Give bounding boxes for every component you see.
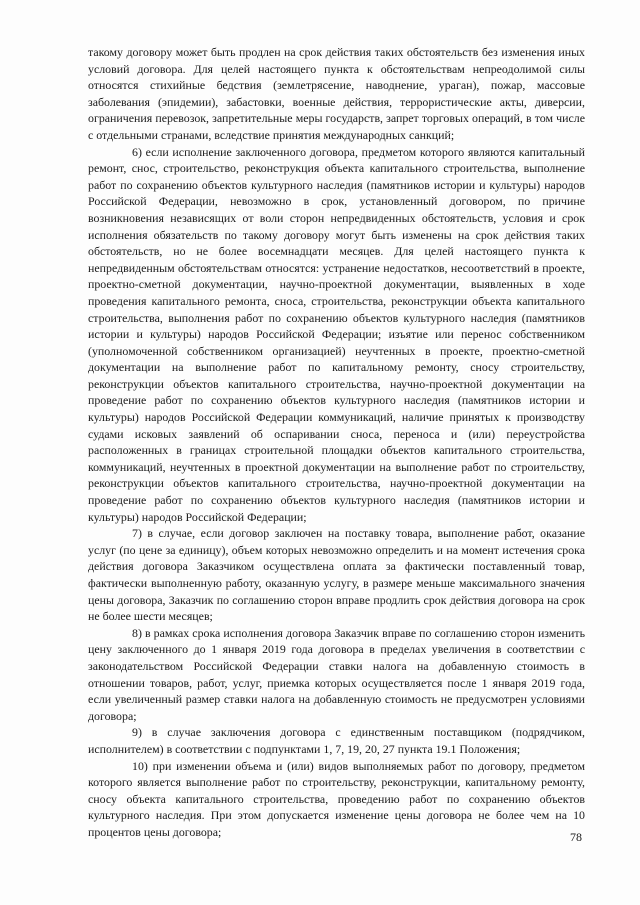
body-text (88, 44, 585, 841)
paragraph-continuation: такому договору может быть продлен на срок действия таких обстоятельств без изменения иных условий договора. Для целей настоящего пункта к обстоятельствам непреодолимой силы относятся стихийные бедствия (землетрясение, наводнение, ураган), пожар, массовые заболевания (эпидемии), забастовки, военные действия, террористические акты, диверсии, ограничения перевозок, запретительные меры государств, запрет торговых операций, в том числе с отдельными странами, вследствие принятия международных санкций; (88, 45, 585, 142)
page-number: 78 (570, 830, 582, 844)
paragraph-item-8: 8) в рамках срока исполнения договора Заказчик вправе по соглашению сторон изменить цену заключенного до 1 января 2019 года договора в пределах увеличения в соответствии с законодательством Российской Федерации ставки налога на добавленную стоимость в отношении товаров, работ, услуг, приемка которых осуществляется после 1 января 2019 года, если увеличенный размер ставки налога на добавленную стоимость не предусмотрен условиями договора; (88, 625, 585, 723)
paragraph-item-7: 7) в случае, если договор заключен на поставку товара, выполнение работ, оказание услуг (по цене за единицу), объем которых невозможно определить и на момент истечения срока действия договора Заказчиком осуществлена оплата за фактически поставленный товар, фактически выполненную работу, оказанную услугу, в размере меньше максимального значения цены договора, Заказчик по соглашению сторон вправе продлить срок действия договора на срок не более шести месяцев; (88, 526, 585, 624)
paragraph-item-9: 9) в случае заключения договора с единственным поставщиком (подрядчиком, исполнителем) в соответствии с подпунктами 1, 7, 19, 20, 27 пункта 19.1 Положения; (88, 725, 585, 756)
paragraph-item-10: 10) при изменении объема и (или) видов выполняемых работ по договору, предметом которого является выполнение работ по строительству, реконструкции, капитальному ремонту, сносу объекта капитального строительства, проведению работ по сохранению объектов культурного наследия. При этом допускается изменение цены договора не более чем на 10 процентов цены договора; (88, 758, 585, 839)
paragraph-item-6: 6) если исполнение заключенного договора, предметом которого являются капитальный ремонт, снос, строительство, реконструкция объекта капитального строительства, выполнение работ по сохранению объектов культурного наследия (памятников истории и культуры) народов Российской Федерации, невозможно в срок, установленный договором, по причине возникновения независящих от воли сторон непредвиденных обстоятельств, условия и срок исполнения обязательств по такому договору могут быть изменены на срок действия таких обстоятельств, но не более восемнадцати месяцев. Для целей настоящего пункта к непредвиденным обстоятельствам относятся: устранение недостатков, несоответствий в проекте, проектно-сметной документации, научно-проектной документации, выявленных в ходе проведения капитального ремонта, сноса, строительства, реконструкции объекта капитального строительства, выполнения работ по сохранению объектов культурного наследия (памятников истории и культуры) народов Российской Федерации; изъятие или перенос собственником (уполномоченной собственником организацией) неучтенных в проекте, проектно-сметной документации на выполнение работ по капитальному ремонту, сносу строительству, реконструкции объектов капитального строительства, научно-проектной документации на проведение работ по сохранению объектов культурного наследия (памятников истории и культуры) народов Российской Федерации коммуникаций, наличие принятых к производству судами исковых заявлений об оспаривании сноса, переноса и (или) переустройства расположенных в границах строительной площадки объектов капитального строительства, коммуникаций, неучтенных в проектной документации на выполнение работ по строительству, реконструкции объектов капитального строительства, научно-проектной документации на проведение работ по сохранению объектов культурного наследия (памятников истории и культуры) народов Российской Федерации; (88, 144, 585, 524)
